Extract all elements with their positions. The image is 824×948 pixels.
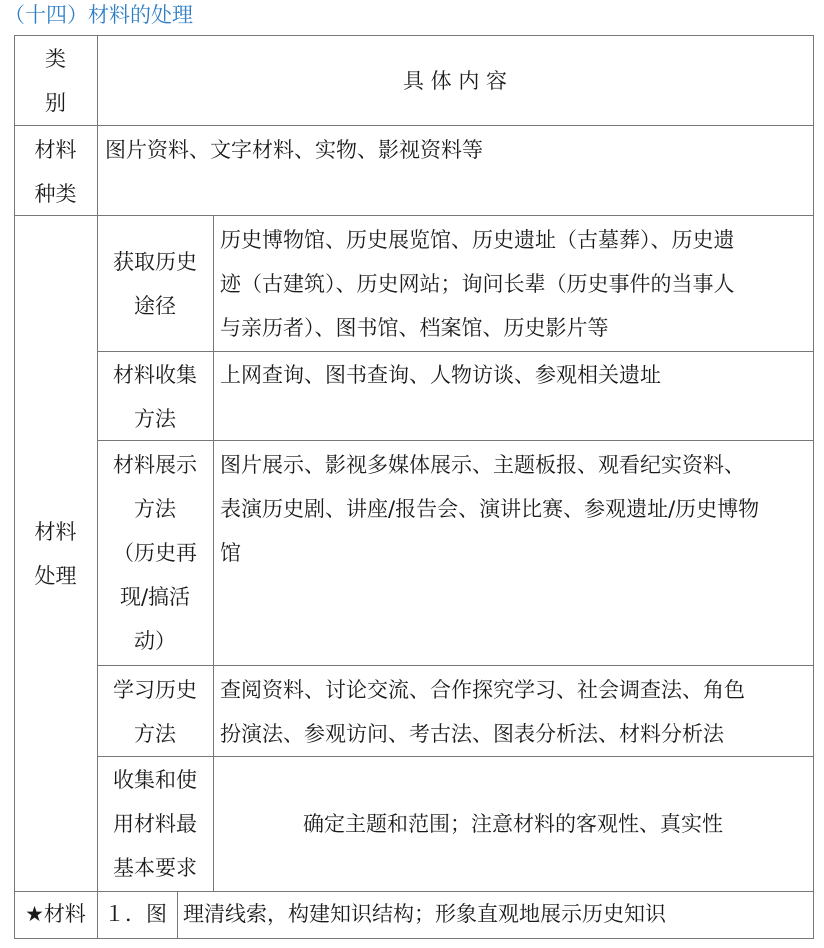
acquire-content-line2: 迹（古建筑）、历史网站；询问长辈（历史事件的当事人 (220, 272, 735, 296)
acquire-content (220, 218, 810, 350)
collect-content: 上网查询、图书查询、人物访谈、参观相关遗址 (220, 363, 661, 387)
collect-name (97, 353, 213, 441)
study-name (97, 668, 213, 756)
study-content-line2: 扮演法、参观访问、考古法、图表分析法、材料分析法 (220, 722, 724, 746)
display-name-line1: 材料展示 (113, 453, 197, 477)
types-label-cell (14, 128, 97, 216)
requirement-name-line1: 收集和使 (113, 768, 197, 792)
types-label-line1: 材料 (34, 138, 77, 162)
requirement-name-line3: 基本要求 (113, 856, 197, 880)
acquire-name-line1: 获取历史 (113, 250, 197, 274)
header-category-line2: 别 (45, 91, 66, 115)
processing-label-line1: 材料 (34, 520, 77, 544)
study-name-line1: 学习历史 (113, 678, 197, 702)
section-title: （十四）材料的处理 (4, 3, 193, 27)
processing-label-cell (14, 510, 97, 598)
display-name-line4: 现/搞活 (119, 585, 191, 609)
collect-name-line2: 方法 (134, 407, 176, 431)
display-name-line3: （历史再 (113, 541, 197, 565)
header-category-line1: 类 (45, 47, 66, 71)
requirement-name (97, 758, 213, 890)
display-name (97, 443, 213, 663)
types-content: 图片资料、文字材料、实物、影视资料等 (105, 138, 483, 162)
bottom-sub-label: １．图 (104, 902, 167, 926)
display-name-line2: 方法 (134, 497, 176, 521)
requirement-name-line2: 用材料最 (113, 812, 197, 836)
display-content (220, 443, 810, 575)
display-name-line5: 动） (134, 629, 176, 653)
processing-label-line2: 处理 (34, 564, 77, 588)
display-content-line2: 表演历史剧、讲座/报告会、演讲比赛、参观遗址/历史博物 (220, 497, 760, 521)
bottom-content: 理清线索，构建知识结构；形象直观地展示历史知识 (183, 902, 666, 926)
types-label-line2: 种类 (34, 182, 77, 206)
acquire-name (97, 240, 213, 328)
header-category-cell (14, 37, 97, 125)
acquire-name-line2: 途径 (134, 294, 176, 318)
study-content (220, 668, 810, 756)
collect-name-line1: 材料收集 (113, 363, 197, 387)
acquire-content-line3: 与亲历者）、图书馆、档案馆、历史影片等 (220, 316, 609, 340)
display-content-line3: 馆 (220, 541, 241, 565)
acquire-content-line1: 历史博物馆、历史展览馆、历史遗址（古墓葬）、历史遗 (220, 228, 735, 252)
bottom-label: ★材料 (25, 902, 86, 926)
study-name-line2: 方法 (134, 722, 176, 746)
requirement-content: 确定主题和范围；注意材料的客观性、真实性 (303, 812, 723, 836)
display-content-line1: 图片展示、影视多媒体展示、主题板报、观看纪实资料、 (220, 453, 745, 477)
study-content-line1: 查阅资料、讨论交流、合作探究学习、社会调查法、角色 (220, 678, 745, 702)
header-content: 具 体 内 容 (402, 69, 508, 93)
